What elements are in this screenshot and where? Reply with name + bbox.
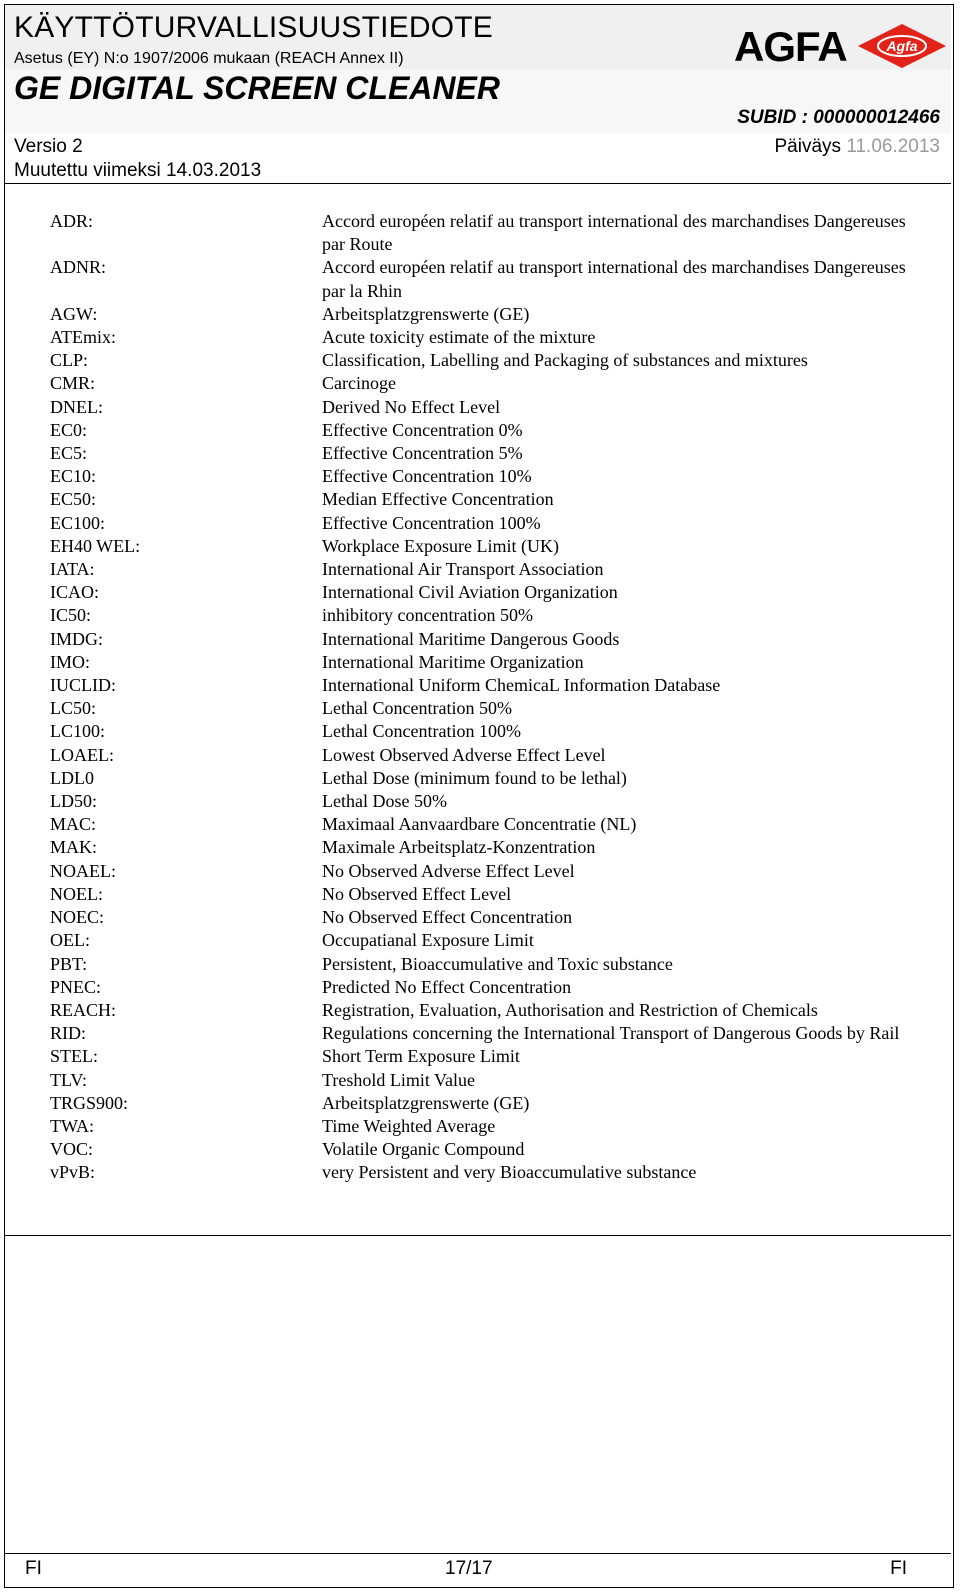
abbreviation-definition: Time Weighted Average (322, 1115, 496, 1136)
abbreviation-definition: Lethal Concentration 100% (322, 721, 521, 742)
abbreviation-row (50, 349, 940, 372)
abbreviation-definition: Treshold Limit Value (322, 1069, 476, 1090)
abbreviation-definition: International Uniform ChemicaL Information Database (322, 675, 721, 696)
abbreviations-list (50, 210, 940, 1185)
abbreviation-definition: Effective Concentration 0% (322, 419, 523, 440)
abbreviation-row (50, 604, 940, 627)
abbreviation-row (50, 674, 940, 697)
abbreviation-definition: Lethal Dose (minimum found to be lethal) (322, 767, 627, 788)
last-revised: Muutettu viimeksi 14.03.2013 (14, 160, 262, 181)
abbreviation-term: IATA: (50, 559, 95, 580)
abbreviation-row (50, 836, 940, 859)
abbreviation-row (50, 929, 940, 952)
abbreviation-term: PBT: (50, 953, 88, 974)
abbreviation-row (50, 953, 940, 976)
regulation-subtitle: Asetus (EY) N:o 1907/2006 mukaan (REACH Annex II) (14, 50, 404, 67)
abbreviation-term: EC100: (50, 512, 106, 533)
abbreviation-term: ICAO: (50, 582, 99, 603)
abbreviation-term: MAC: (50, 814, 97, 835)
logo-wordmark: AGFA (734, 23, 847, 70)
abbreviation-term: NOEL: (50, 883, 103, 904)
abbreviation-term: LD50: (50, 791, 97, 812)
abbreviation-term: RID: (50, 1023, 86, 1044)
abbreviation-term: TLV: (50, 1069, 88, 1090)
abbreviation-row (50, 1069, 940, 1092)
abbreviation-row (50, 697, 940, 720)
abbreviation-row (50, 558, 940, 581)
abbreviation-definition: Effective Concentration 100% (322, 512, 541, 533)
abbreviation-definition: inhibitory concentration 50% (322, 605, 533, 626)
abbreviation-row (50, 906, 940, 929)
abbreviation-definition: Effective Concentration 10% (322, 466, 532, 487)
abbreviation-row (50, 1045, 940, 1068)
abbreviation-row (50, 1092, 940, 1115)
footer-country-right: FI (890, 1558, 907, 1579)
abbreviation-definition: Carcinoge (322, 373, 396, 394)
version: Versio 2 (14, 136, 83, 157)
footer-page-number: 17/17 (445, 1558, 493, 1579)
agfa-logo (734, 20, 950, 72)
abbreviation-definition: Accord européen relatif au transport international des marchandises Dangereuses par la Rhin (322, 257, 906, 301)
abbreviation-row (50, 1138, 940, 1161)
abbreviation-definition: Classification, Labelling and Packaging of substances and mixtures (322, 350, 808, 371)
abbreviation-definition: Persistent, Bioaccumulative and Toxic substance (322, 953, 673, 974)
abbreviation-term: ADR: (50, 211, 94, 231)
footer-country-left: FI (25, 1558, 42, 1579)
abbreviation-definition: Derived No Effect Level (322, 396, 501, 417)
abbreviation-term: IMDG: (50, 628, 103, 649)
abbreviation-term: MAK: (50, 837, 98, 858)
abbreviation-row (50, 396, 940, 419)
abbreviation-row (50, 976, 940, 999)
abbreviation-definition: Median Effective Concentration (322, 489, 554, 510)
abbreviation-row (50, 720, 940, 743)
abbreviation-definition: Maximale Arbeitsplatz-Konzentration (322, 837, 596, 858)
abbreviation-term: TRGS900: (50, 1092, 129, 1113)
abbreviation-row (50, 1161, 940, 1184)
abbreviation-definition: No Observed Adverse Effect Level (322, 860, 575, 881)
abbreviation-term: EC50: (50, 489, 97, 510)
abbreviation-row (50, 883, 940, 906)
abbreviation-definition: International Maritime Organization (322, 651, 584, 672)
abbreviation-row (50, 999, 940, 1022)
abbreviation-term: IUCLID: (50, 675, 116, 696)
abbreviation-row (50, 651, 940, 674)
abbreviation-term: IC50: (50, 605, 92, 626)
abbreviation-definition: Effective Concentration 5% (322, 443, 523, 464)
abbreviation-row (50, 512, 940, 535)
abbreviation-definition: Short Term Exposure Limit (322, 1046, 520, 1067)
abbreviation-term: EC10: (50, 466, 97, 487)
abbreviation-row (50, 1022, 940, 1045)
abbreviation-definition: Acute toxicity estimate of the mixture (322, 327, 596, 348)
abbreviation-term: LC50: (50, 698, 97, 719)
abbreviation-row (50, 372, 940, 395)
abbreviation-definition: Maximaal Aanvaardbare Concentratie (NL) (322, 814, 637, 835)
abbreviation-definition: Lethal Dose 50% (322, 791, 447, 812)
abbreviation-term: NOEC: (50, 907, 104, 928)
abbreviation-definition: Registration, Evaluation, Authorisation and Restriction of Chemicals (322, 999, 818, 1020)
abbreviation-row (50, 628, 940, 651)
abbreviation-row (50, 767, 940, 790)
abbreviation-definition: Arbeitsplatzgrenswerte (GE) (322, 303, 530, 324)
abbreviation-definition: No Observed Effect Concentration (322, 907, 573, 928)
abbreviation-row (50, 1115, 940, 1138)
abbreviation-definition: Arbeitsplatzgrenswerte (GE) (322, 1092, 530, 1113)
abbreviation-row (50, 303, 940, 326)
abbreviation-definition: Accord européen relatif au transport international des marchandises Dangereuses par Route (322, 211, 906, 255)
abbreviation-term: NOAEL: (50, 860, 116, 881)
abbreviation-term: EC5: (50, 443, 88, 464)
abbreviation-definition: International Air Transport Association (322, 559, 604, 580)
abbreviation-row (50, 790, 940, 813)
abbreviation-row (50, 326, 940, 349)
product-name: GE DIGITAL SCREEN CLEANER (14, 70, 500, 106)
abbreviation-term: ATEmix: (50, 327, 116, 348)
abbreviation-term: CMR: (50, 373, 96, 394)
abbreviation-term: CLP: (50, 350, 89, 371)
abbreviation-row (50, 465, 940, 488)
abbreviation-row (50, 488, 940, 511)
abbreviation-term: EH40 WEL: (50, 535, 141, 556)
subid: SUBID : 000000012466 (737, 107, 940, 128)
abbreviation-term: REACH: (50, 999, 117, 1020)
abbreviation-definition: International Maritime Dangerous Goods (322, 628, 620, 649)
abbreviation-term: ADNR: (50, 257, 107, 278)
abbreviation-term: EC0: (50, 419, 88, 440)
abbreviation-definition: Occupatianal Exposure Limit (322, 930, 534, 951)
abbreviation-term: VOC: (50, 1139, 94, 1160)
abbreviation-term: LC100: (50, 721, 106, 742)
abbreviation-row (50, 210, 940, 256)
abbreviation-definition: Workplace Exposure Limit (UK) (322, 535, 559, 556)
abbreviation-term: vPvB: (50, 1162, 96, 1183)
logo-badge-text: Agfa (886, 38, 918, 54)
abbreviation-term: LDL0 (50, 767, 94, 788)
abbreviation-definition: International Civil Aviation Organization (322, 582, 618, 603)
abbreviation-row (50, 744, 940, 767)
abbreviation-term: TWA: (50, 1115, 94, 1136)
abbreviation-term: IMO: (50, 651, 90, 672)
content-bottom-divider (5, 1235, 951, 1236)
abbreviation-row (50, 581, 940, 604)
footer (5, 1555, 951, 1585)
abbreviation-row (50, 256, 940, 302)
abbreviation-term: AGW: (50, 303, 98, 324)
agfa-rhombus-icon (858, 24, 946, 68)
abbreviation-term: OEL: (50, 930, 90, 951)
date-value: 11.06.2013 (846, 136, 940, 157)
abbreviation-row (50, 813, 940, 836)
abbreviation-term: PNEC: (50, 976, 102, 997)
abbreviation-term: DNEL: (50, 396, 103, 417)
date-label: Päiväys (774, 136, 842, 157)
abbreviation-definition: Regulations concerning the International Transport of Dangerous Goods by Rail (322, 1023, 900, 1044)
footer-divider (5, 1553, 951, 1554)
abbreviation-definition: Lowest Observed Adverse Effect Level (322, 744, 606, 765)
abbreviation-row (50, 860, 940, 883)
abbreviation-definition: Lethal Concentration 50% (322, 698, 512, 719)
abbreviation-term: LOAEL: (50, 744, 114, 765)
document-title: KÄYTTÖTURVALLISUUSTIEDOTE (14, 11, 493, 44)
abbreviation-row (50, 535, 940, 558)
abbreviation-term: STEL: (50, 1046, 98, 1067)
abbreviation-definition: Volatile Organic Compound (322, 1139, 525, 1160)
abbreviation-definition: very Persistent and very Bioaccumulative substance (322, 1162, 697, 1183)
abbreviation-row (50, 419, 940, 442)
issue-date (775, 136, 941, 158)
header-divider (5, 183, 951, 184)
abbreviation-definition: Predicted No Effect Concentration (322, 976, 572, 997)
abbreviation-definition: No Observed Effect Level (322, 883, 512, 904)
abbreviation-row (50, 442, 940, 465)
